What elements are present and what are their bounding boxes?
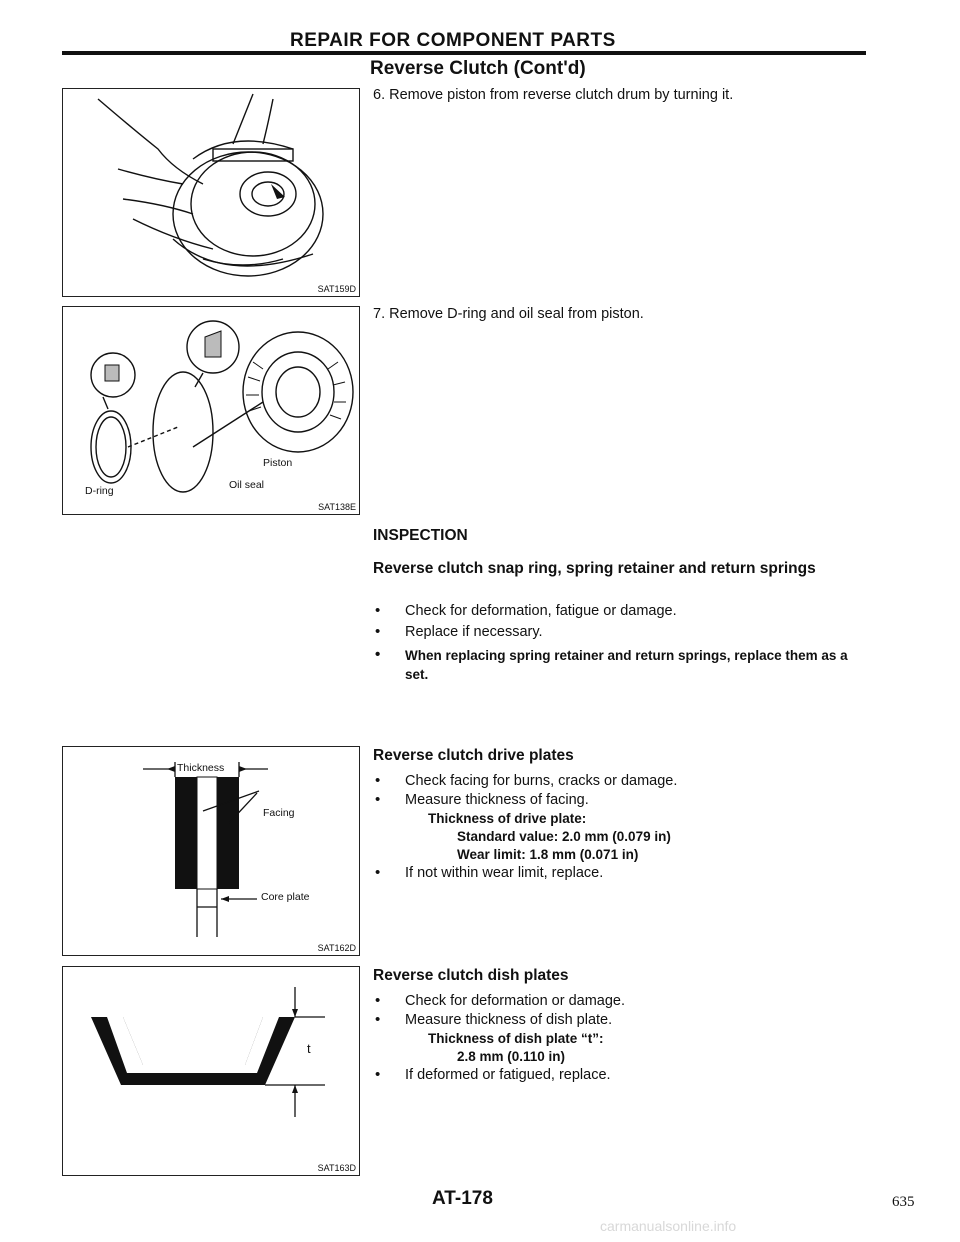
drive-plate-illustration xyxy=(63,747,359,955)
page-header-title: REPAIR FOR COMPONENT PARTS xyxy=(290,30,616,51)
label-core-plate: Core plate xyxy=(261,891,310,903)
spec-title: Thickness of drive plate: xyxy=(428,811,587,826)
section-subtitle: Reverse Clutch (Cont'd) xyxy=(370,58,586,79)
figure-piston-removal xyxy=(62,88,360,297)
list-item: • Check facing for burns, cracks or damage. xyxy=(373,772,863,791)
list-item: • Replace if necessary. xyxy=(373,623,863,642)
label-piston: Piston xyxy=(263,457,293,469)
list-item: • Measure thickness of dish plate. xyxy=(373,1011,863,1030)
dish-plate-illustration xyxy=(63,967,359,1175)
inspection-heading: INSPECTION xyxy=(373,527,468,544)
dring-oilseal-illustration xyxy=(63,307,359,514)
label-facing: Facing xyxy=(263,807,295,819)
list-item: • When replacing spring retainer and return springs, replace them as a set. xyxy=(373,646,863,684)
label-t: t xyxy=(307,1041,311,1056)
spec-wear-limit: Wear limit: 1.8 mm (0.071 in) xyxy=(457,847,639,862)
spec-value: 2.8 mm (0.110 in) xyxy=(457,1049,566,1064)
list-item: • If deformed or fatigued, replace. xyxy=(373,1066,863,1085)
figure-code: SAT159D xyxy=(317,284,356,294)
piston-removal-illustration xyxy=(63,89,359,296)
header-rule xyxy=(62,51,866,55)
figure-code: SAT162D xyxy=(317,943,356,953)
list-item: • Measure thickness of facing. xyxy=(373,791,863,810)
step-6: 6. Remove piston from reverse clutch drum by turning it. xyxy=(373,87,734,103)
section3-list xyxy=(373,992,863,1085)
list-item: • If not within wear limit, replace. xyxy=(373,864,863,883)
section1-title: Reverse clutch snap ring, spring retainer and return springs xyxy=(373,560,816,577)
label-thickness: Thickness xyxy=(177,762,225,774)
section2-title: Reverse clutch drive plates xyxy=(373,747,574,764)
list-item: • Check for deformation, fatigue or damage. xyxy=(373,602,863,621)
section3-title: Reverse clutch dish plates xyxy=(373,967,569,984)
spec-standard: Standard value: 2.0 mm (0.079 in) xyxy=(457,829,671,844)
page-number: 635 xyxy=(892,1194,915,1210)
figure-dish-plate xyxy=(62,966,360,1176)
page-code: AT-178 xyxy=(432,1188,493,1209)
figure-code: SAT163D xyxy=(317,1163,356,1173)
step-7: 7. Remove D-ring and oil seal from piston. xyxy=(373,306,644,322)
label-oil-seal: Oil seal xyxy=(229,479,265,491)
section2-list xyxy=(373,772,863,883)
figure-code: SAT138E xyxy=(318,502,356,512)
spec-title: Thickness of dish plate “t”: xyxy=(428,1031,604,1046)
label-dring: D-ring xyxy=(85,485,114,497)
section1-list xyxy=(373,602,863,684)
list-item: • Check for deformation or damage. xyxy=(373,992,863,1011)
watermark: carmanualsonline.info xyxy=(600,1218,737,1234)
figure-dring-oilseal xyxy=(62,306,360,515)
figure-drive-plate xyxy=(62,746,360,956)
